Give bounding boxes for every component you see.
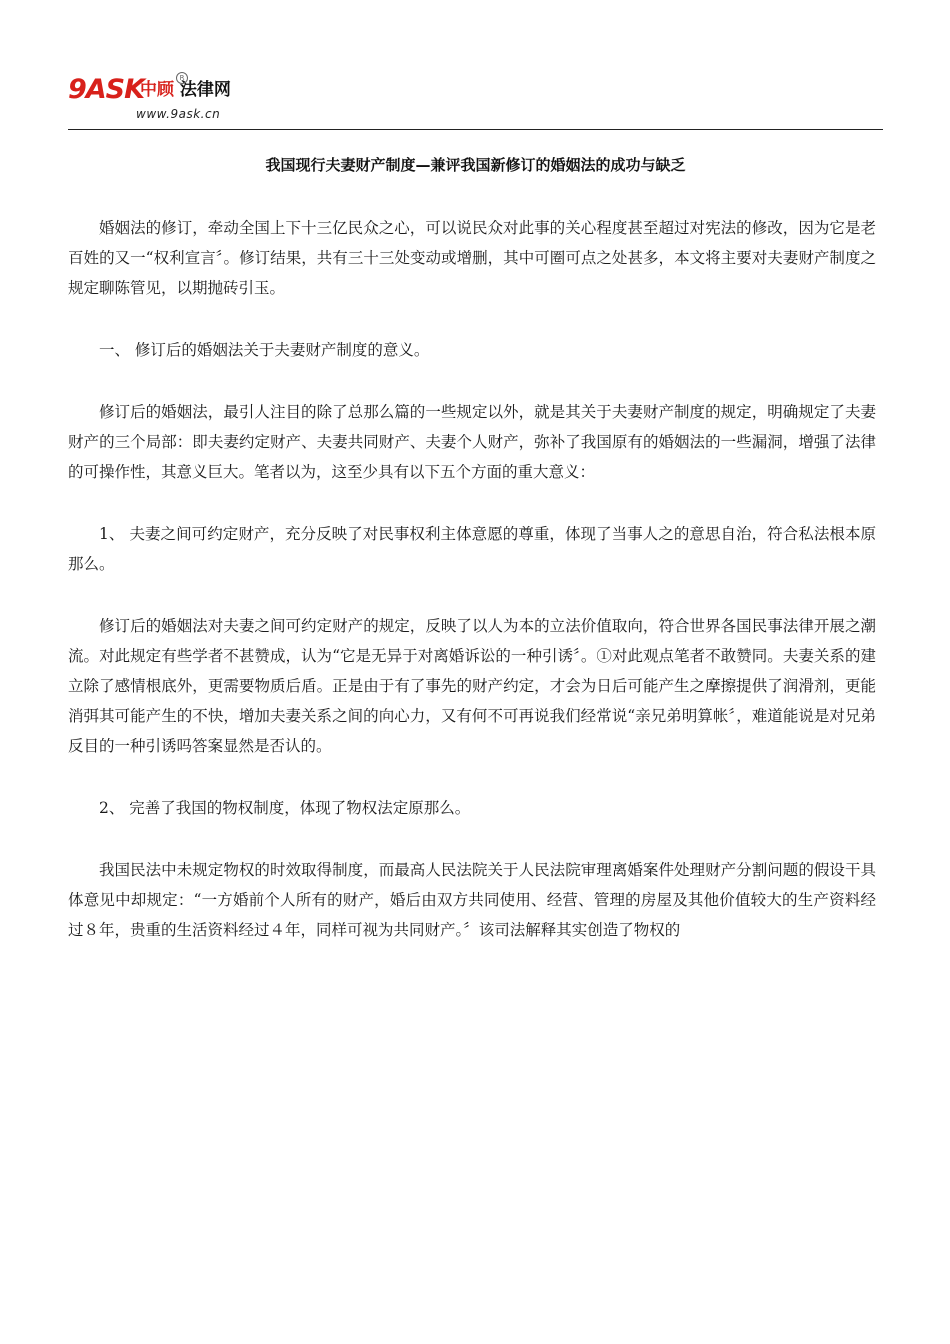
site-logo[interactable] [68, 74, 268, 124]
paragraph: 1、 夫妻之间可约定财产，充分反映了对民事权利主体意愿的尊重，体现了当事人之的意思自治，符合私法根本原那么。 [68, 525, 876, 573]
paragraph: 我国民法中未规定物权的时效取得制度，而最高人民法院关于人民法院审理离婚案件处理财产分割问题的假设干具体意见中却规定：“一方婚前个人所有的财产，婚后由双方共同使用、经营、管理的房屋及其他价值较大的生产资料经过８年，贵重的生活资料经过４年，同样可视为共同财产。〞该司法解释其实创造了物权的 [68, 861, 876, 939]
logo-cn-right: 法律网 [179, 80, 231, 100]
document-title: 我国现行夫妻财产制度—兼评我国新修订的婚姻法的成功与缺乏 [265, 156, 686, 174]
paragraph: 2、 完善了我国的物权制度，体现了物权法定原那么。 [99, 799, 471, 817]
document-body [68, 213, 876, 945]
paragraph: 一、 修订后的婚姻法关于夫妻财产制度的意义。 [99, 341, 430, 359]
document-header [68, 70, 883, 132]
header-divider [68, 129, 883, 130]
paragraph: 婚姻法的修订，牵动全国上下十三亿民众之心，可以说民众对此事的关心程度甚至超过对宪法的修改，因为它是老百姓的又一“权利宣言〞。修订结果，共有三十三处变动或增删，其中可圈可点之处甚多，本文将主要对夫妻财产制度之规定聊陈管见，以期抛砖引玉。 [68, 219, 876, 297]
logo-cn-left: 中顾 [140, 80, 174, 100]
logo-url: www.9ask.cn [136, 107, 221, 121]
paragraph: 修订后的婚姻法，最引人注目的除了总那么篇的一些规定以外，就是其关于夫妻财产制度的规定，明确规定了夫妻财产的三个局部：即夫妻约定财产、夫妻共同财产、夫妻个人财产，弥补了我国原有的婚姻法的一些漏洞，增强了法律的可操作性，其意义巨大。笔者以为，这至少具有以下五个方面的重大意义： [68, 403, 876, 481]
paragraph: 修订后的婚姻法对夫妻之间可约定财产的规定，反映了以人为本的立法价值取向，符合世界各国民事法律开展之潮流。对此规定有些学者不甚赞成，认为“它是无异于对离婚诉讼的一种引诱〞。①对此观点笔者不敢赞同。夫妻关系的建立除了感情根底外，更需要物质后盾。正是由于有了事先的财产约定，才会为日后可能产生之摩擦提供了润滑剂，更能消弭其可能产生的不快，增加夫妻关系之间的向心力，又有何不可再说我们经常说“亲兄弟明算帐〞，难道能说是对兄弟反目的一种引诱吗答案显然是否认的。 [68, 617, 876, 755]
registered-mark-icon: R [176, 72, 188, 84]
logo-brand-text: 9ASK [68, 74, 145, 105]
